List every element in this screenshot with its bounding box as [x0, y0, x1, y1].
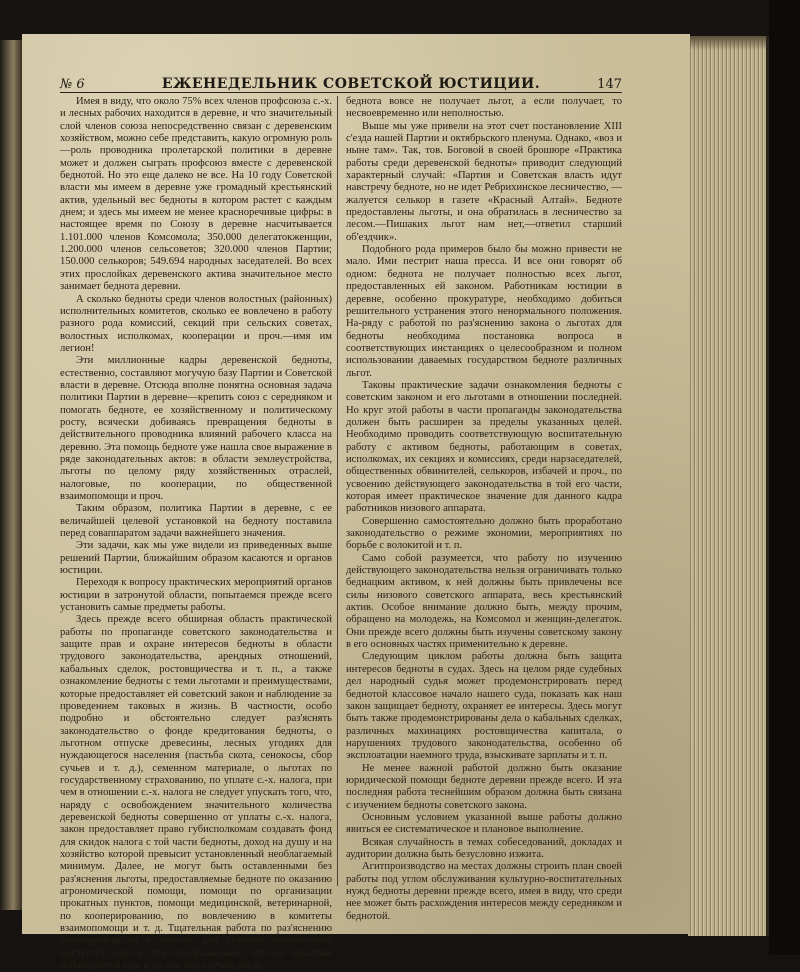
paragraph: беднота вовсе не получает льгот, а если получает, то несвоевременно или неполностью. — [346, 96, 622, 120]
paragraph: Подобного рода примеров было бы можно привести не мало. Ими пестрит наша пресса. И все они говорят об одном: беднота не получает полностью всех льгот, предоставленных ей законом. Работникам юстиции в деревне, особенно прокуратуре, необходимо добиться решительного устранения этого ненормального положения. На-ряду с работой по раз'яснению закона о льготах для бедноты необходима постановка вопроса в соответствующих инстанциях о целесообразном и полном использовании даваемых государством бедноте различных льгот. — [346, 244, 622, 379]
page-edges-stack — [688, 36, 769, 936]
column-divider — [337, 96, 338, 886]
paragraph: Само собой разумеется, что работу по изучению действующего законодательства нельзя ограничивать только беднацким активом, к ней должны быть привлечены все силы низового советского аппарата, весь крестьянский актив. Особое внимание должно быть, между прочим, обращено на молодежь, на Комсомол и женщин-делегаток. Они прежде всего должны быть изучены советскому закону в его основных частях применительно к деревне. — [346, 552, 622, 651]
paragraph: Переходя к вопросу практических мероприятий органов юстиции в затронутой области, попытаемся прежде всего установить самые предметы работы. — [60, 577, 332, 614]
running-header — [60, 70, 622, 93]
paragraph: Совершенно самостоятельно должно быть проработано законодательство о режиме экономии, мероприятиях по борьбе с волокитой и т. п. — [346, 515, 622, 552]
paragraph: Таковы практические задачи ознакомления бедноты с советским законом и его льготами в отношении последней. Но круг этой работы в части пропаганды законодательства должен быть расширен за пределы указанных целей. Необходимо проводить соответствующую воспитательную работу с активом бедноты, работающим в советах, исполкомах, их секциях и комиссиях, среди нарзаседателей, общественных обвинителей, селькоров, избачей и проч., по усвоению действующего законодательства в той его части, которая имеет практическое значение для данного кадра работников низового аппарата. — [346, 379, 622, 515]
paragraph: Эти задачи, как мы уже видели из приведенных выше решений Партии, ближайшим образом касаются и органов юстиции. — [60, 540, 332, 577]
issue-number: № 6 — [60, 77, 85, 92]
paragraph: Эти миллионные кадры деревенской бедноты, естественно, составляют могучую базу Партии и Советской власти в деревне. Отсюда вполне понятна основная задача политики Партии в деревне—крепить союз с середняком и помогать бедноте, ее хозяйственному и политическому росту, всячески добиваясь превращения бедноты в действительного проводника влияний рабочего класса на деревню. Эта помощь бедноте уже нашла свое выражение в ряде законодательных актов: в области землеустройства, льготы по целому ряду хозяйственных отраслей, налоговые, по кооперации, по общественной взаимопомощи и проч. — [60, 355, 332, 502]
paragraph: Имея в виду, что около 75% всех членов профсоюза с.-х. и лесных рабочих находится в деревне, и что значительный слой членов союза непосредственно связан с деревенским хозяйством, можно себе представить, какую огромную роль—роль проводника пролетарской политики в деревне может и должен сыграть профсоюз вместе с деревенской беднотой. Но это еще далеко не все. На 10 году Советской власти мы имеем в деревне уже громадный крестьянский актив, удельный вес бедноты в котором растет с каждым днем; и здесь мы имеем не менее красноречивые цифры: в настоящее время по Союзу в деревне насчитывается 1.101.000 членов Комсомола; 350.000 делегатокженщин, 1.200.000 членов сельсоветов; 320.000 членов Партии; 150.000 селькоров; 549.694 народных заседателей. Во всех этих прослойках деревенского актива значительное место занимает беднота деревни. — [60, 96, 332, 293]
paragraph: Агитпроизводство на местах должны строить план своей работы под углом обслуживания культурно-воспитательных нужд бедноты деревни прежде всего, имея в виду, что среди нее может быть расхождения интересов между середняком и беднотой. — [346, 861, 622, 922]
paragraph: Всякая случайность в темах собеседований, докладах и аудитории должна быть безусловно изжита. — [346, 836, 622, 860]
paragraph: Следующим циклом работы должна быть защита интересов бедноты в судах. Здесь на целом ряде судебных дел народный судья может продемонстрировать перед беднотой классовое начало нашего суда, показать как наш закон защищает бедноту, охраняет ее интересы. Здесь могут быть также продемонстрированы дела о кабальных сделках, различных махинациях ростовщичества капитала, о нарушениях трудового законодательства, особенно об эксплоатации наемного труда, взыскивате зарплаты и т. п. — [346, 651, 622, 762]
paragraph: Здесь прежде всего обширная область практической работы по пропаганде советского законодательства и защите прав и охране интересов бедноты в области трудового законодательства, арендных отношений, кабальных сделок, ростовщичества и т. п., а также ознакомление бедноты с теми льготами и преимуществами, которые предоставляет ей советский закон и наблюдение за проведением таковых в жизнь. В частности, особо подробно и обстоятельно следует раз'яснять законодательство о фонде кредитования бедноты, о льготном отпуске древесины, лесных угодиях для нуждающегося населения (пастьба скота, сенокосы, сбор сучьев и т. д.), семенном материале, о льготах по государственному страхованию, по уплате с.-х. налога, при чем в отношении с.-х. налога не следует упускать того, что, наряду с освобождением значительного количества деревенской бедноты совершенно от уплаты с.-х. налога, закон предоставляет право губисполкомам создавать фонд для скидок налога с той части бедноты, доход на душу и на хозяйство которой превысит установленный необлагаемый минимум. Далее, не могут быть оставленными без раз'яснения льготы, предоставляемые бедноте по оказанию агрономической помощи, помощи по организации прокатных пунктов, помощи медицинской, ветеринарной, по кооперированию, по вовлечению в комитеты взаимопомощи и т. д. Тщательная работа по раз'яснению законодательства о льготах для бедноты настоятельно диктуется еще и тем соображением, что на практике наблюдаются еще и до сих пор случаи, когда — [60, 614, 332, 972]
paragraph: Не менее важной работой должно быть оказание юридической помощи бедноте деревни прежде всего. И эта последняя работа теснейшим образом должна быть связана с изучением бедноты советского закона. — [346, 762, 622, 811]
page-number: 147 — [597, 77, 622, 92]
facing-page-edge — [0, 40, 22, 910]
paragraph: А сколько бедноты среди членов волостных (районных) исполнительных комитетов, сколько ее вовлечено в работу разного рода комиссий, секций при сельских советах, волостных исполкомах, кооперации и проч.—имя им легион! — [60, 293, 332, 354]
scan-border — [769, 0, 800, 955]
paragraph: Таким образом, политика Партии в деревне, с ее величайшей целевой установкой на бедноту поставила перед соваппаратом задачи важнейшего значения. — [60, 503, 332, 540]
paragraph: Основным условием указанной выше работы должно явиться ее систематическое и плановое выполнение. — [346, 811, 622, 836]
left-column — [60, 96, 332, 972]
journal-title: ЕЖЕНЕДЕЛЬНИК СОВЕТСКОЙ ЮСТИЦИИ. — [161, 76, 541, 92]
right-column — [346, 96, 622, 922]
paragraph: Выше мы уже привели на этот счет постановление XIII с'езда нашей Партии и октябрьского пленума. Однако, «воз и ныне там». Так, тов. Боговой в своей брошюре «Практика работы среди деревенской бедноты» приводит следующий характерный случай: «Партия и Советская власть идут навстречу бедноте, но не идет Ребрихинское лесничество, — жалуется селькор в газете «Красный Алтай». Бедноте предоставлены льготы, и она обратилась в лесничество за лесом.—Пишаких льгот нам нет,—ответил старший об'ездчик». — [346, 120, 622, 243]
